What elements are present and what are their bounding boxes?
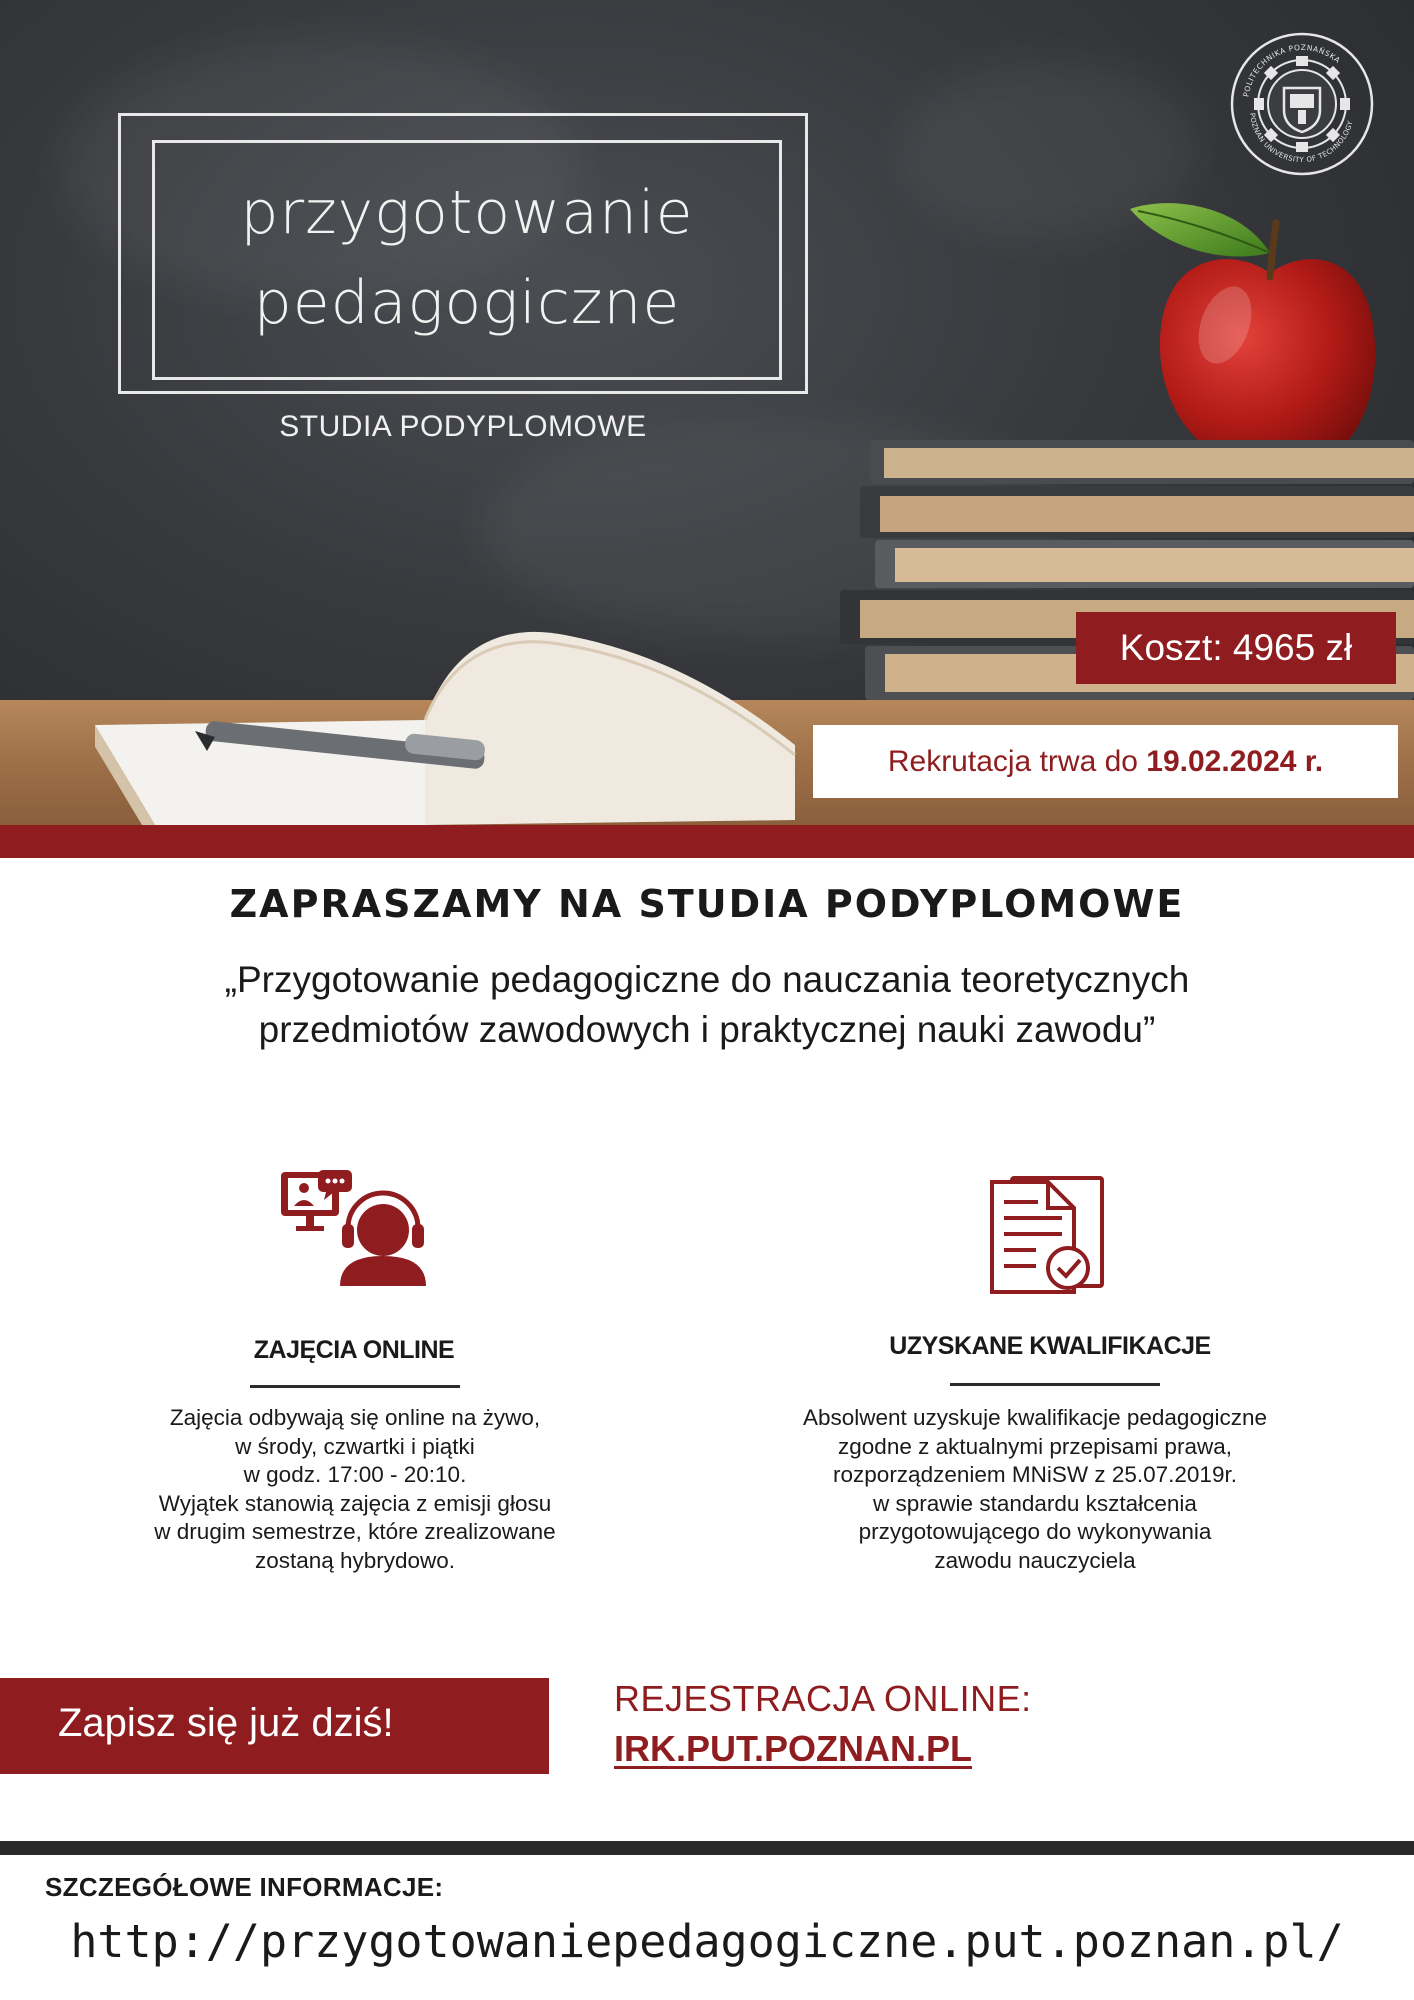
registration-label: REJESTRACJA ONLINE:	[614, 1678, 1032, 1719]
qualifications-line: w sprawie standardu kształcenia	[873, 1490, 1197, 1516]
online-classes-description	[100, 1404, 610, 1575]
online-line: w godz. 17:00 - 20:10.	[243, 1462, 467, 1487]
details-link[interactable]: http://przygotowaniepedagogiczne.put.poznan.pl/	[70, 1915, 1344, 1968]
notebook-pen-illustration	[95, 625, 815, 825]
accent-band	[0, 825, 1414, 858]
qualifications-line: rozporządzeniem MNiSW z 25.07.2019r.	[833, 1462, 1237, 1487]
online-classes-title: ZAJĘCIA ONLINE	[253, 1336, 455, 1364]
qualifications-line: przygotowującego do wykonywania	[858, 1519, 1212, 1544]
online-classes-divider	[250, 1385, 460, 1388]
online-classes-icon	[278, 1168, 433, 1293]
main-heading: ZAPRASZAMY NA STUDIA PODYPLOMOWE	[229, 882, 1185, 926]
qualifications-divider	[950, 1383, 1160, 1386]
online-line: Zajęcia odbywają się online na żywo,	[169, 1405, 541, 1430]
program-title	[100, 955, 1314, 1055]
qualifications-title: UZYSKANE KWALIFIKACJE	[889, 1332, 1211, 1360]
program-title-line-2: przedmiotów zawodowych i praktycznej nauki zawodu”	[258, 1009, 1156, 1050]
university-logo	[1228, 30, 1376, 183]
documents-check-icon	[990, 1172, 1110, 1301]
online-line: zostaną hybrydowo.	[254, 1547, 456, 1573]
qualifications-description	[720, 1404, 1350, 1575]
qualifications-line: zgodne z aktualnymi przepisami prawa,	[838, 1433, 1232, 1459]
hero-banner	[0, 0, 1414, 825]
qualifications-line: zawodu nauczyciela	[934, 1547, 1136, 1573]
svg-text:POZNAN UNIVERSITY OF TECHNOLOG: POZNAN UNIVERSITY OF TECHNOLOGY	[1248, 112, 1355, 165]
recruitment-date: 19.02.2024 r.	[1146, 745, 1324, 778]
svg-text:POLITECHNIKA POZNAŃSKA: POLITECHNIKA POZNAŃSKA	[1241, 42, 1343, 98]
hero-title-line-2: pedagogiczne	[253, 268, 681, 338]
details-label: SZCZEGÓŁOWE INFORMACJE:	[45, 1872, 444, 1902]
title-frame-inner	[152, 140, 782, 380]
registration-link[interactable]: IRK.PUT.POZNAN.PL	[614, 1728, 973, 1769]
hero-title-line-1: przygotowanie	[240, 178, 694, 248]
cost-badge: Koszt: 4965 zł	[1076, 612, 1396, 684]
recruitment-deadline	[813, 725, 1398, 798]
hero-subtitle: STUDIA PODYPLOMOWE	[279, 410, 647, 443]
signup-button[interactable]: Zapisz się już dziś!	[0, 1678, 549, 1774]
program-title-line-1: „Przygotowanie pedagogiczne do nauczania teoretycznych	[224, 959, 1190, 1000]
qualifications-line: Absolwent uzyskuje kwalifikacje pedagogiczne	[802, 1405, 1267, 1430]
recruitment-prefix: Rekrutacja trwa do	[887, 745, 1147, 778]
footer-divider	[0, 1841, 1414, 1855]
online-line: w drugim semestrze, które zrealizowane	[154, 1519, 556, 1544]
online-line: w środy, czwartki i piątki	[235, 1433, 475, 1459]
online-line: Wyjątek stanowią zajęcia z emisji głosu	[158, 1490, 552, 1516]
